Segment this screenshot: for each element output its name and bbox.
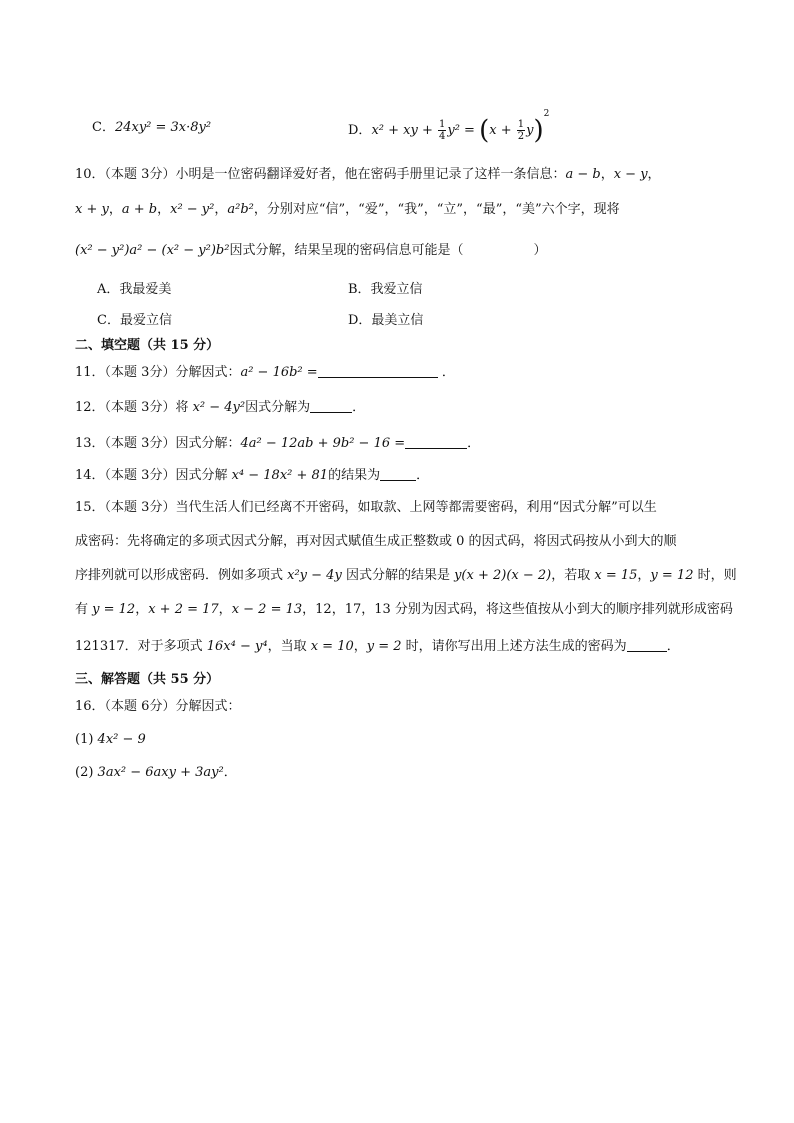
q10-option-d: D．最美立信 bbox=[348, 313, 424, 328]
q13: 13．（本题 3分）因式分解：4a² − 12ab + 9b² − 16 = ． bbox=[75, 436, 481, 451]
answer-blank bbox=[627, 637, 667, 652]
answer-blank bbox=[310, 398, 352, 413]
q12: 12．（本题 3分）将 x² − 4y²因式分解为 ． bbox=[75, 400, 366, 415]
q10-option-c: C．最爱立信 bbox=[97, 313, 172, 328]
q15-line-1: 15．（本题 3分）当代生活人们已经离不开密码，如取款、上网等都需要密码，利用“因式分解”可以生 bbox=[75, 500, 657, 515]
answer-blank bbox=[405, 434, 467, 449]
q10-line-1: 10．（本题 3分）小明是一位密码翻译爱好者，他在密码手册里记录了这样一条信息：a − b，x − y， bbox=[75, 167, 661, 182]
answer-blank bbox=[318, 363, 438, 378]
q10-line-3: (x² − y²)a² − (x² − y²)b²因式分解，结果呈现的密码信息可能是（ ） bbox=[75, 243, 547, 258]
q9-option-c: C．24xy² = 3x·8y² bbox=[92, 120, 212, 135]
q10-option-b: B．我爱立信 bbox=[348, 282, 423, 297]
fraction: $\frac{1}{2}$ bbox=[517, 119, 525, 142]
q10-option-a: A．我最爱美 bbox=[97, 282, 172, 297]
q15-line-3: 序排列就可以形成密码．例如多项式 x²y − 4y 因式分解的结果是 y(x + 2)(x − 2)，若取 x = 15，y = 12 时，则 bbox=[75, 568, 737, 583]
fraction: $\frac{1}{4}$ bbox=[438, 119, 446, 142]
q9-option-d: D．x² + xy + $\frac{1}{4}$ y² = (x + $\frac{1}{2}$ y)$^2$ bbox=[348, 109, 550, 146]
q11: 11．（本题 3分）分解因式：a² − 16b² = ． bbox=[75, 365, 455, 380]
q10-line-2: x + y，a + b，x² − y²，a²b²，分别对应“信”，“爱”，“我”，“立”，“最”，“美”六个字，现将 bbox=[75, 202, 620, 217]
section-title-fill-in: 二、填空题（共 15 分） bbox=[75, 338, 220, 353]
q16-part-2: (2) 3ax² − 6axy + 3ay²． bbox=[75, 765, 237, 780]
section-title-answers: 三、解答题（共 55 分） bbox=[75, 672, 220, 687]
q15-line-4: 有 y = 12，x + 2 = 17，x − 2 = 13，12，17，13 分别为因式码，将这些值按从小到大的顺序排列就形成密码 bbox=[75, 602, 733, 617]
q15-line-5: 121317．对于多项式 16x⁴ − y⁴，当取 x = 10，y = 2 时，请你写出用上述方法生成的密码为 ． bbox=[75, 639, 680, 654]
q14: 14．（本题 3分）因式分解 x⁴ − 18x² + 81的结果为 ． bbox=[75, 468, 430, 483]
q16-stem: 16．（本题 6分）分解因式： bbox=[75, 699, 241, 714]
q16-part-1: (1) 4x² − 9 bbox=[75, 732, 146, 747]
answer-blank bbox=[380, 466, 416, 481]
q15-line-2: 成密码：先将确定的多项式因式分解，再对因式赋值生成正整数或 0 的因式码，将因式码按从小到大的顺 bbox=[75, 534, 677, 549]
